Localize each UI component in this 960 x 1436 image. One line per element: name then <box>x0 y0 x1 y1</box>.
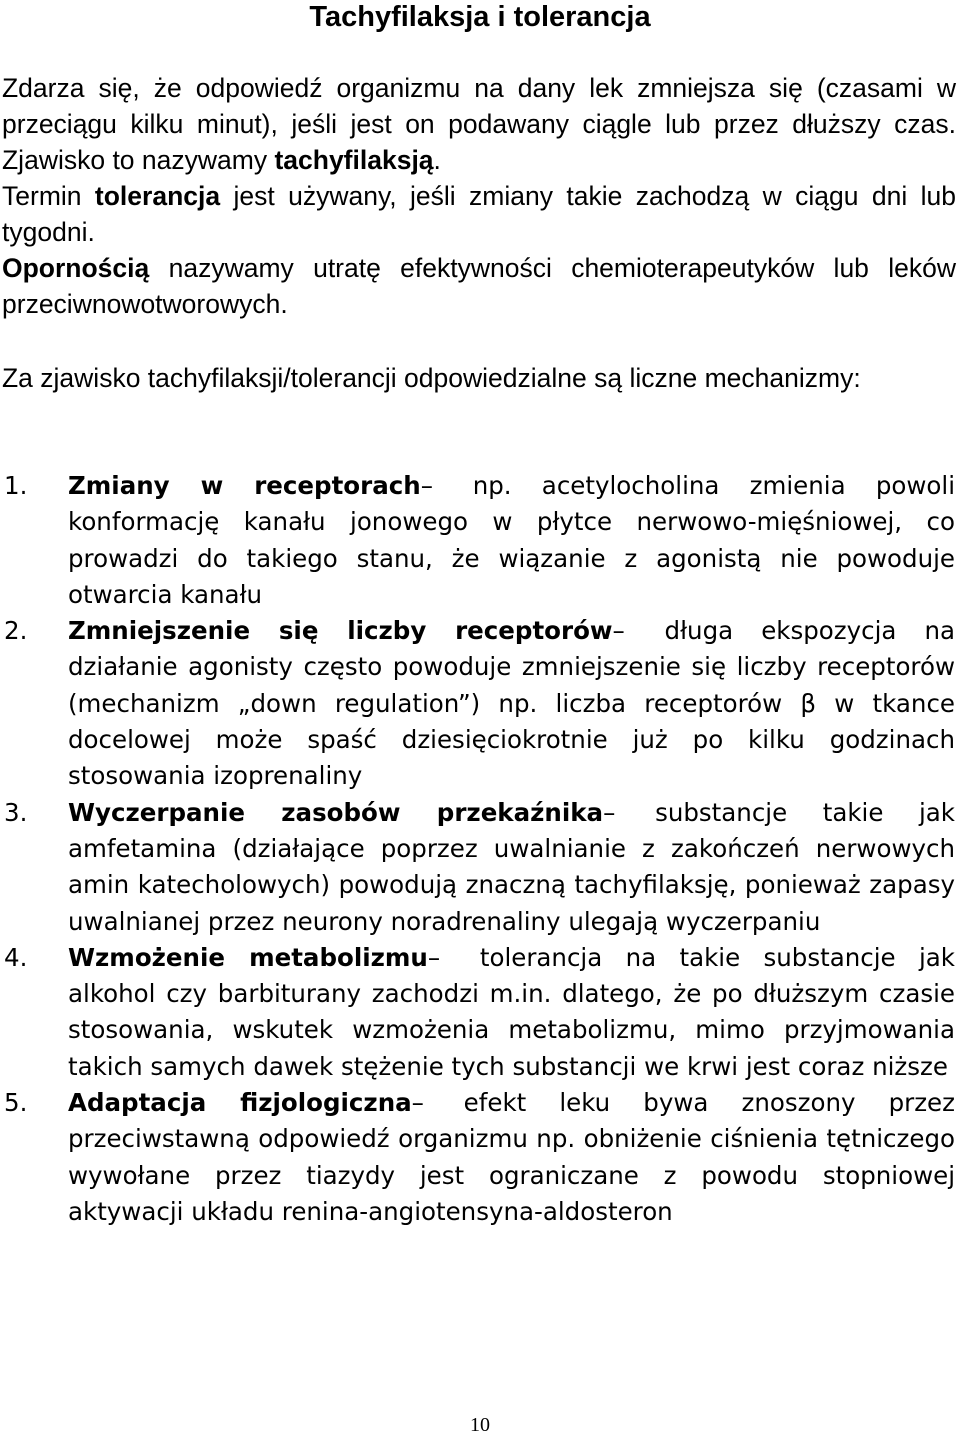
dash-glyph: – <box>420 471 433 500</box>
intro-paragraph <box>2 70 956 250</box>
list-item <box>0 1085 955 1230</box>
item-dash <box>412 1085 464 1121</box>
item-heading: Wyczerpanie zasobów przekaźnika <box>68 797 604 827</box>
intro-sentence-1-end: . <box>433 145 441 175</box>
item-text: długa ekspozycja na działanie agonisty często powoduje zmniejszenie się liczby receptorów (mechanizm „down regulation”) np. liczba receptorów β w tkance docelowej może spaść dziesięciokrotnie już po kilku godzinach stosowania izoprenaliny <box>68 616 955 791</box>
item-number: 5. <box>4 1088 28 1118</box>
item-heading: Zmiany w receptorach <box>68 471 421 500</box>
page-title: Tachyfilaksja i tolerancja <box>309 1 651 33</box>
item-text: tolerancja na takie substancje jak alkohol czy barbiturany zachodzi m.in. dlatego, że po dłuższym czasie stosowania, wskutek wzmożenia metabolizmu, mimo przyjmowania takich samych dawek stężenie tych substancji we krwi jest coraz niższe <box>68 942 955 1081</box>
item-number: 1. <box>4 471 28 500</box>
intro-sentence-1: Zdarza się, że odpowiedź organizmu na dany lek zmniejsza się (czasami w przeciągu kilku minut), jeśli jest on podawany ciągle lub przez dłuższy czas. Zjawisko to nazywamy <box>2 73 956 175</box>
item-text: efekt leku bywa znoszony przez przeciwstawną odpowiedź organizmu np. obniżenie ciśnienia tętniczego wywołane przez tiazydy jest ograniczane z powodu stopniowej aktywacji układu renina-angiotensyna-aldosteron <box>68 1088 955 1226</box>
term-tolerancja: tolerancja <box>94 181 221 211</box>
item-number: 4. <box>4 942 28 972</box>
resistance-paragraph <box>2 250 956 322</box>
dash-glyph: – <box>603 797 616 827</box>
dash-glyph: – <box>427 942 441 972</box>
item-text: substancje takie jak amfetamina (działające poprzez uwalnianie z zakończeń nerwowych amin katecholowych) powodują znaczną tachyfilaksję, ponieważ zapasy uwalnianej przez neurony noradrenaliny ulegają wyczerpaniu <box>68 797 955 936</box>
item-number: 2. <box>4 616 28 646</box>
dash-glyph: – <box>612 616 625 646</box>
term-tachyfilaksja: tachyfilaksją <box>274 145 434 175</box>
intro-sentence-2-start: Termin <box>2 181 95 211</box>
item-heading: Adaptacja fizjologiczna <box>68 1088 412 1118</box>
item-dash <box>603 795 655 831</box>
dash-glyph: – <box>411 1088 424 1118</box>
term-opornosc: Opornością <box>2 253 150 283</box>
item-number: 3. <box>4 797 28 827</box>
page-number: 10 <box>470 1414 490 1436</box>
list-item <box>0 613 955 794</box>
list-item <box>0 468 955 613</box>
intro-sentence-2-rest: jest używany, jeśli zmiany takie zachodzą w ciągu dni lub tygodni. <box>2 181 956 247</box>
resistance-text: nazywamy utratę efektywności chemioterapeutyków lub leków przeciwnowotworowych. <box>2 253 956 319</box>
item-text: np. acetylocholina zmienia powoli konformację kanału jonowego w płytce nerwowo-mięśniowej, co prowadzi do takiego stanu, że wiązanie z agonistą nie powoduje otwarcia kanału <box>68 471 955 609</box>
item-heading: Zmniejszenie się liczby receptorów <box>68 616 613 646</box>
mechanisms-intro: Za zjawisko tachyfilaksji/tolerancji odpowiedzialne są liczne mechanizmy: <box>2 363 861 393</box>
item-heading: Wzmożenie metabolizmu <box>68 942 428 972</box>
list-item <box>0 940 955 1085</box>
item-dash <box>421 468 473 504</box>
mechanisms-list <box>0 468 960 1230</box>
item-dash <box>428 940 480 976</box>
item-dash <box>613 613 665 649</box>
list-item <box>0 795 955 940</box>
